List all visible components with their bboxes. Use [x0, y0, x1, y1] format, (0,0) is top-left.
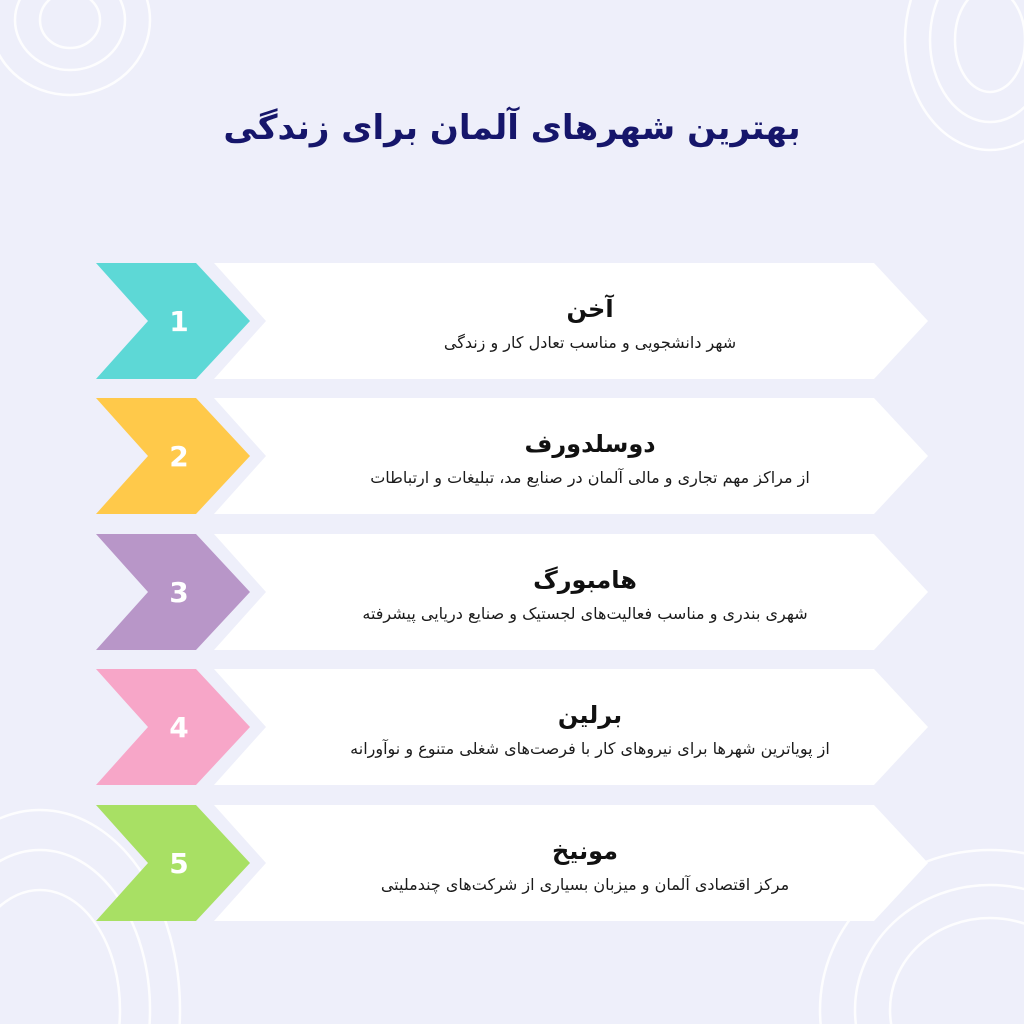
step-number: 4	[169, 710, 189, 744]
page-title: بهترین شهرهای آلمان برای زندگی	[223, 108, 801, 148]
city-step	[96, 263, 928, 379]
city-step	[96, 398, 928, 514]
city-step	[96, 805, 928, 921]
step-text	[285, 825, 885, 905]
city-description: از پویاترین شهرها برای نیروهای کار با فرصت‌های شغلی متنوع و نوآورانه	[350, 738, 830, 758]
step-number: 2	[169, 439, 189, 473]
city-name: آخن	[566, 294, 614, 323]
city-step	[96, 534, 928, 650]
city-name: هامبورگ	[533, 565, 637, 594]
step-text	[290, 689, 890, 769]
city-step	[96, 669, 928, 785]
step-text	[285, 554, 885, 634]
city-description: مرکز اقتصادی آلمان و میزبان بسیاری از شرکت‌های چندملیتی	[380, 874, 790, 894]
city-name: مونیخ	[552, 836, 619, 865]
step-text	[290, 283, 890, 363]
city-name: برلین	[557, 700, 623, 729]
city-name: دوسلدورف	[524, 429, 656, 458]
step-number: 5	[169, 846, 189, 880]
city-description: شهری بندری و مناسب فعالیت‌های لجستیک و صنایع دریایی پیشرفته	[362, 603, 808, 623]
step-number: 1	[169, 304, 189, 338]
step-text	[290, 418, 890, 498]
city-description: شهر دانشجویی و مناسب تعادل کار و زندگی	[443, 332, 737, 352]
step-number: 3	[169, 575, 189, 609]
city-description: از مراکز مهم تجاری و مالی آلمان در صنایع مد، تبلیغات و ارتباطات	[370, 467, 810, 487]
